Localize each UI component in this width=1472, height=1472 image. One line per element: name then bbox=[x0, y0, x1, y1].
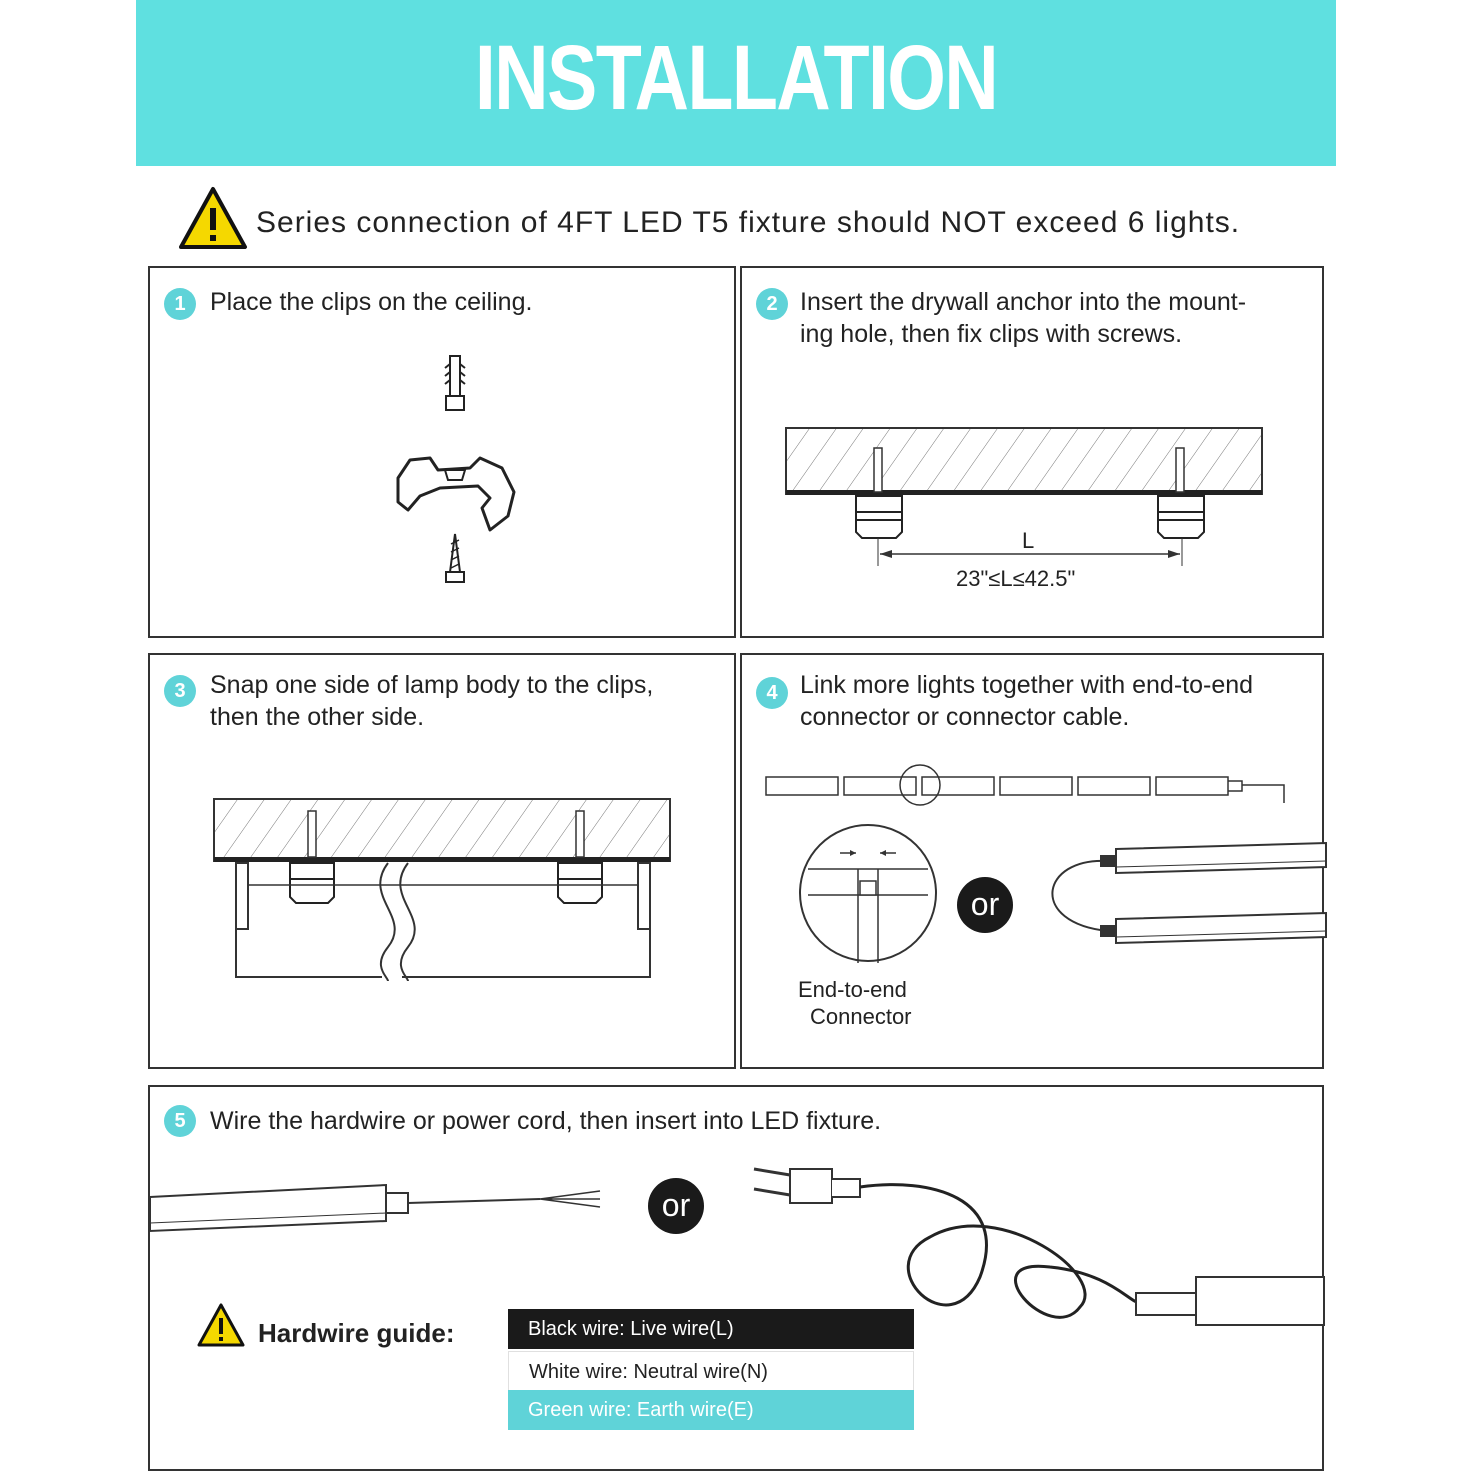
connector-label-line1: End-to-end bbox=[798, 977, 907, 1002]
lamp-body-snap-diagram bbox=[212, 797, 672, 983]
page-title: INSTALLATION bbox=[474, 27, 998, 129]
wire-row-green: Green wire: Earth wire(E) bbox=[508, 1390, 914, 1430]
drywall-anchor-icon bbox=[440, 354, 470, 414]
step-2-number: 2 bbox=[756, 288, 788, 320]
dimension-symbol: L bbox=[1022, 528, 1035, 553]
step-1-panel bbox=[148, 266, 736, 638]
step-3-text-line1: Snap one side of lamp body to the clips, bbox=[210, 671, 654, 699]
or-badge-step5: or bbox=[648, 1178, 704, 1234]
title-banner bbox=[136, 0, 1336, 166]
step-1-number: 1 bbox=[164, 288, 196, 320]
series-warning-text: Series connection of 4FT LED T5 fixture should NOT exceed 6 lights. bbox=[256, 206, 1241, 239]
step-4-panel bbox=[740, 653, 1324, 1069]
step-5-number: 5 bbox=[164, 1105, 196, 1137]
step-3-text-line2: then the other side. bbox=[210, 703, 425, 731]
warning-icon bbox=[178, 186, 248, 250]
screw-icon bbox=[442, 532, 468, 588]
step-2-text-line2: ing hole, then fix clips with screws. bbox=[800, 320, 1183, 348]
step-2-text-line1: Insert the drywall anchor into the mount- bbox=[800, 288, 1247, 316]
step-2-panel bbox=[740, 266, 1324, 638]
hardwire-guide-label: Hardwire guide: bbox=[258, 1318, 455, 1348]
step-4-text-line1: Link more lights together with end-to-end bbox=[800, 671, 1254, 699]
wire-row-white: White wire: Neutral wire(N) bbox=[508, 1351, 914, 1391]
mounting-clip-icon bbox=[390, 448, 520, 538]
or-badge-step4: or bbox=[957, 877, 1013, 933]
step-1-text: Place the clips on the ceiling. bbox=[210, 288, 533, 316]
linked-lights-strip bbox=[764, 763, 1294, 809]
step-3-number: 3 bbox=[164, 675, 196, 707]
connector-zoom-circle bbox=[798, 823, 938, 963]
step-4-text-line2: connector or connector cable. bbox=[800, 703, 1130, 731]
step-4-number: 4 bbox=[756, 677, 788, 709]
connector-label-line2: Connector bbox=[810, 1004, 912, 1029]
step-5-text: Wire the hardwire or power cord, then insert into LED fixture. bbox=[210, 1107, 882, 1135]
connector-cable-diagram bbox=[1020, 843, 1326, 953]
dimension-range: 23"≤L≤42.5" bbox=[956, 566, 1076, 591]
hardwire-warning-icon bbox=[196, 1302, 246, 1348]
wire-row-black: Black wire: Live wire(L) bbox=[508, 1309, 914, 1349]
step-3-panel bbox=[148, 653, 736, 1069]
hardwire-fixture-diagram bbox=[150, 1181, 610, 1241]
